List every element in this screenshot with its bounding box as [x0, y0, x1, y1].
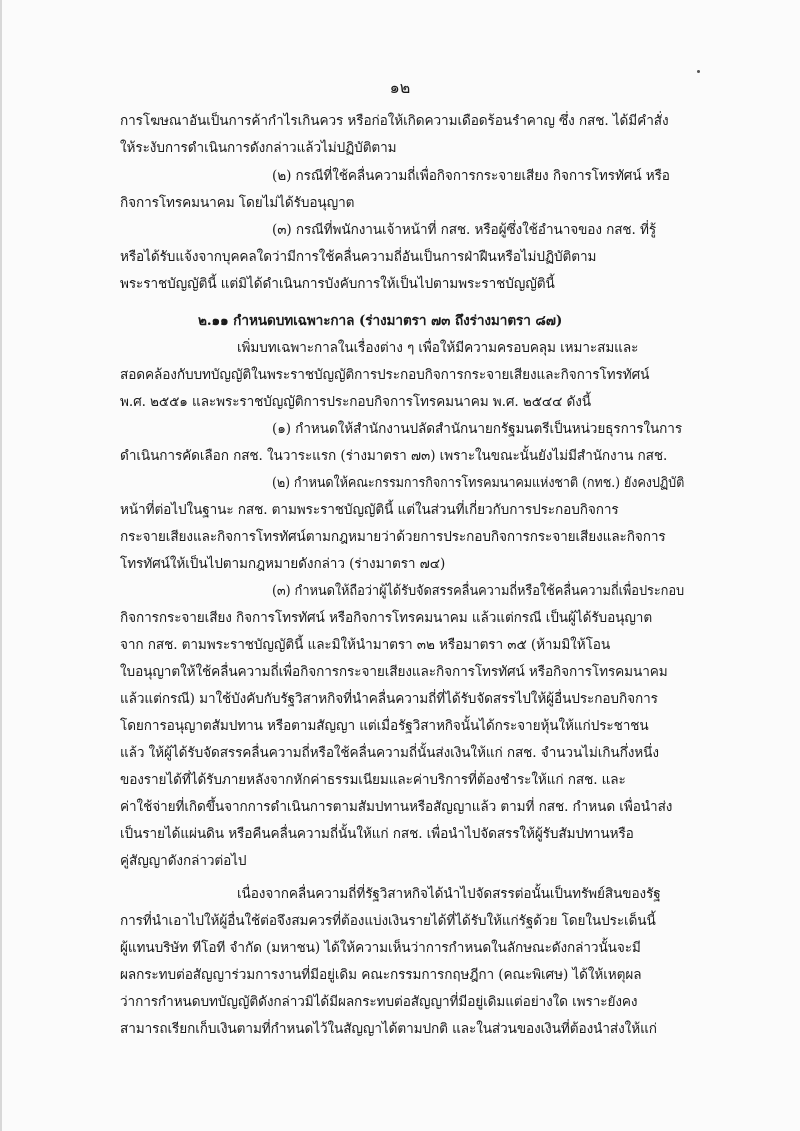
text-line: คู่สัญญาดังกล่าวต่อไป — [120, 853, 247, 869]
text-line: พ.ศ. ๒๕๕๑ และพระราชบัญญัติการประกอบกิจการโทรคมนาคม พ.ศ. ๒๕๔๔ ดังนี้ — [120, 394, 591, 410]
text-line: แล้วแต่กรณี) มาใช้บังคับกับรัฐวิสาหกิจที่นำคลื่นความถี่ที่ได้รับจัดสรรไปให้ผู้อื่นประกอบกิจการ — [120, 691, 658, 707]
text-line: กิจการโทรคมนาคม โดยไม่ได้รับอนุญาต — [120, 195, 355, 211]
text-line: (๒) กำหนดให้คณะกรรมการกิจการโทรคมนาคมแห่งชาติ (กทช.) ยังคงปฏิบัติ — [272, 475, 685, 491]
text-line: เนื่องจากคลื่นความถี่ที่รัฐวิสาหกิจได้นำไปจัดสรรต่อนั้นเป็นทรัพย์สินของรัฐ — [237, 886, 661, 902]
text-line: (๑) กำหนดให้สำนักงานปลัดสำนักนายกรัฐมนตรีเป็นหน่วยธุรการในการ — [272, 421, 683, 437]
text-line: ผู้แทนบริษัท ทีโอที จำกัด (มหาชน) ได้ให้ความเห็นว่าการกำหนดในลักษณะดังกล่าวนั้นจะมี — [120, 940, 641, 956]
text-line: (๓) กำหนดให้ถือว่าผู้ได้รับจัดสรรคลื่นความถี่หรือใช้คลื่นความถี่เพื่อประกอบ — [272, 583, 685, 599]
text-line: หรือได้รับแจ้งจากบุคคลใดว่ามีการใช้คลื่นความถี่อันเป็นการฝ่าฝืนหรือไม่ปฏิบัติตาม — [120, 249, 597, 265]
text-line: กิจการกระจายเสียง กิจการโทรทัศน์ หรือกิจการโทรคมนาคม แล้วแต่กรณี เป็นผู้ได้รับอนุญาต — [120, 610, 653, 626]
text-line: ดำเนินการคัดเลือก กสช. ในวาระแรก (ร่างมาตรา ๗๓) เพราะในขณะนั้นยังไม่มีสำนักงาน กสช. — [120, 448, 668, 464]
text-line: ใบอนุญาตให้ใช้คลื่นความถี่เพื่อกิจการกระจายเสียงและกิจการโทรทัศน์ หรือกิจการโทรคมนาคม — [120, 664, 668, 680]
text-line: เพิ่มบทเฉพาะกาลในเรื่องต่าง ๆ เพื่อให้มีความครอบคลุม เหมาะสมและ — [237, 340, 639, 356]
text-line: กระจายเสียงและกิจการโทรทัศน์ตามกฎหมายว่าด้วยการประกอบกิจการกระจายเสียงและกิจการ — [120, 529, 666, 545]
text-line: การที่นำเอาไปให้ผู้อื่นใช้ต่อจึงสมควรที่ต้องแบ่งเงินรายได้ที่ได้รับให้แก่รัฐด้วย โดยในประเด็นนี้ — [120, 913, 656, 929]
text-line: ของรายได้ที่ได้รับภายหลังจากหักค่าธรรมเนียมและค่าบริการที่ต้องชำระให้แก่ กสช. และ — [120, 772, 626, 788]
text-line: จาก กสช. ตามพระราชบัญญัตินี้ และมิให้นำมาตรา ๓๒ หรือมาตรา ๓๕ (ห้ามมิให้โอน — [120, 637, 611, 653]
text-line: เป็นรายได้แผ่นดิน หรือคืนคลื่นความถี่นั้นให้แก่ กสช. เพื่อนำไปจัดสรรให้ผู้รับสัมปทานหรือ — [120, 826, 634, 842]
text-line: ให้ระงับการดำเนินการดังกล่าวแล้วไม่ปฏิบัติตาม — [120, 140, 397, 156]
text-line: (๓) กรณีที่พนักงานเจ้าหน้าที่ กสช. หรือผู้ซึ่งใช้อำนาจของ กสช. ที่รู้ — [272, 222, 657, 238]
text-line: แล้ว ให้ผู้ได้รับจัดสรรคลื่นความถี่หรือใช้คลื่นความถี่นั้นส่งเงินให้แก่ กสช. จำนวนไม่เกินกึ่งหนึ่ง — [120, 745, 659, 761]
text-line: หน้าที่ต่อไปในฐานะ กสช. ตามพระราชบัญญัตินี้ แต่ในส่วนที่เกี่ยวกับการประกอบกิจการ — [120, 502, 619, 518]
page-number: ๑๒ — [389, 78, 411, 97]
scan-edge — [0, 0, 2, 1131]
section-heading: ๒.๑๑ กำหนดบทเฉพาะกาล (ร่างมาตรา ๗๓ ถึงร่างมาตรา ๘๗) — [198, 313, 563, 329]
text-line: การโฆษณาอันเป็นการค้ากำไรเกินควร หรือก่อให้เกิดความเดือดร้อนรำคาญ ซึ่ง กสช. ได้มีคำสั่ง — [120, 113, 669, 129]
scan-speck — [697, 70, 700, 73]
text-line: ค่าใช้จ่ายที่เกิดขึ้นจากการดำเนินการตามสัมปทานหรือสัญญาแล้ว ตามที่ กสช. กำหนด เพื่อนำส่ง — [120, 799, 673, 815]
text-line: (๒) กรณีที่ใช้คลื่นความถี่เพื่อกิจการกระจายเสียง กิจการโทรทัศน์ หรือ — [272, 168, 670, 184]
text-line: สอดคล้องกับบทบัญญัติในพระราชบัญญัติการประกอบกิจการกระจายเสียงและกิจการโทรทัศน์ — [120, 367, 650, 383]
text-line: โดยการอนุญาตสัมปทาน หรือตามสัญญา แต่เมื่อรัฐวิสาหกิจนั้นได้กระจายหุ้นให้แก่ประชาชน — [120, 718, 649, 734]
text-line: ผลกระทบต่อสัญญาร่วมการงานที่มีอยู่เดิม คณะกรรมการกฤษฎีกา (คณะพิเศษ) ได้ให้เหตุผล — [120, 967, 642, 983]
text-line: โทรทัศน์ให้เป็นไปตามกฎหมายดังกล่าว (ร่างมาตรา ๗๔) — [120, 556, 446, 572]
text-line: พระราชบัญญัตินี้ แต่มิได้ดำเนินการบังคับการให้เป็นไปตามพระราชบัญญัตินี้ — [120, 276, 555, 292]
text-line: ว่าการกำหนดบทบัญญัติดังกล่าวมิได้มีผลกระทบต่อสัญญาที่มีอยู่เดิมแต่อย่างใด เพราะยังคง — [120, 994, 638, 1010]
text-line: สามารถเรียกเก็บเงินตามที่กำหนดไว้ในสัญญาได้ตามปกติ และในส่วนของเงินที่ต้องนำส่งให้แก่ — [120, 1021, 657, 1037]
